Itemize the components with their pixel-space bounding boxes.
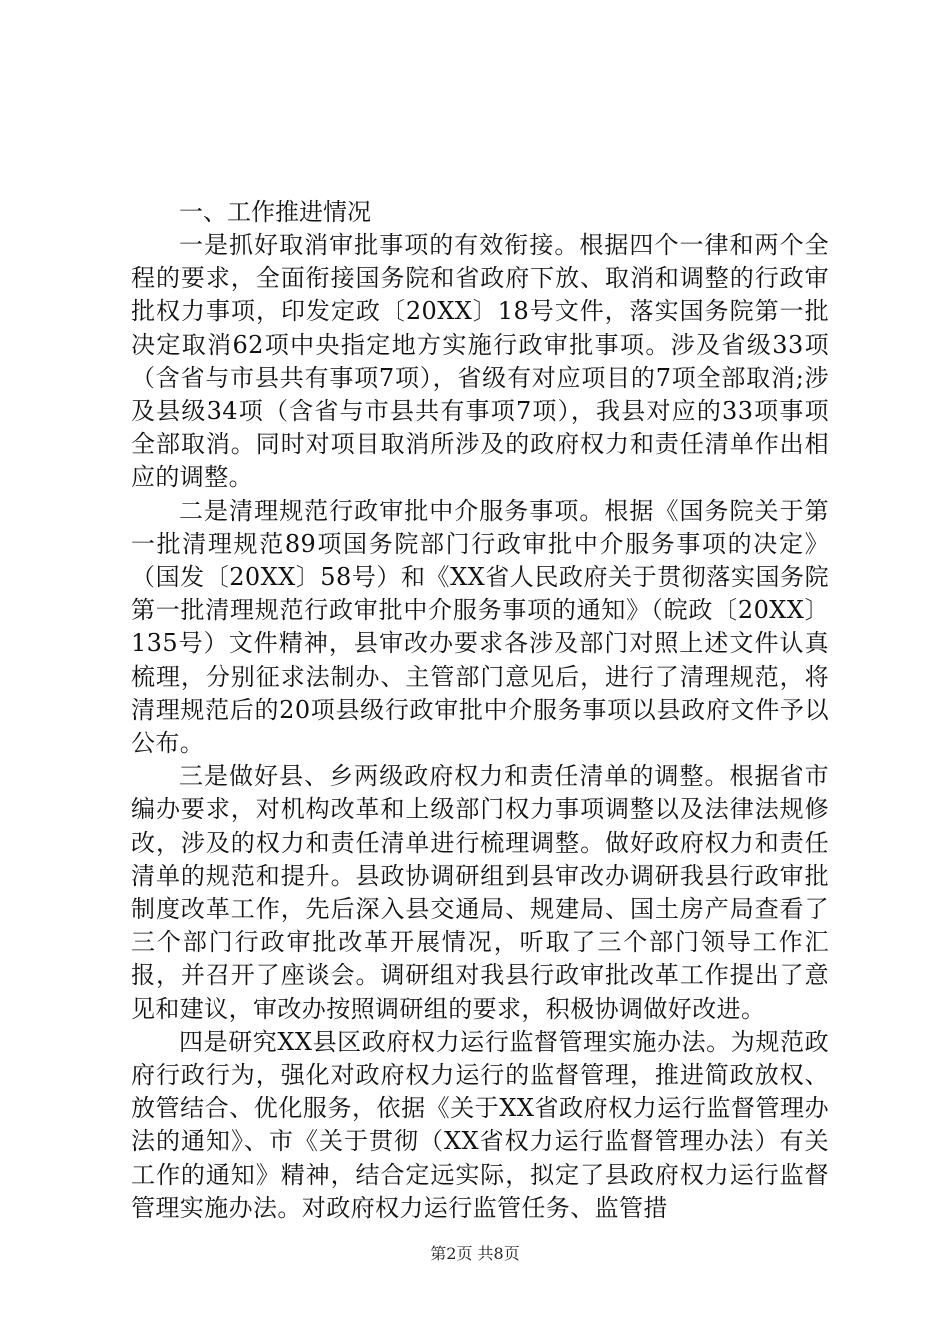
document-body [131, 196, 829, 1225]
page-footer: 第2页 共8页 [430, 1244, 520, 1263]
paragraph-2: 二是清理规范行政审批中介服务事项。根据《国务院关于第一批清理规范89项国务院部门行政审批中介服务事项的决定》（国发〔20XX〕58号）和《XX省人民政府关于贯彻落实国务院第一批清理规范行政审批中介服务事项的通知》（皖政〔20XX〕135号）文件精神，县审改办要求各涉及部门对照上述文件认真梳理，分别征求法制办、主管部门意见后，进行了清理规范，将清理规范后的20项县级行政审批中介服务事项以县政府文件予以公布。 [131, 496, 829, 758]
paragraph-4: 四是研究XX县区政府权力运行监督管理实施办法。为规范政府行政行为，强化对政府权力运行的监督管理，推进简政放权、放管结合、优化服务，依据《关于XX省政府权力运行监督管理办法的通知》、市《关于贯彻（XX省权力运行监督管理办法）有关工作的通知》精神，结合定远实际，拟定了县政府权力运行监督管理实施办法。对政府权力运行监管任务、监管措 [131, 1027, 829, 1222]
paragraph-3: 三是做好县、乡两级政府权力和责任清单的调整。根据省市编办要求，对机构改革和上级部门权力事项调整以及法律法规修改，涉及的权力和责任清单进行梳理调整。做好政府权力和责任清单的规范和提升。县政协调研组到县审改办调研我县行政审批制度改革工作，先后深入县交通局、规建局、国土房产局查看了三个部门行政审批改革开展情况，听取了三个部门领导工作汇报，并召开了座谈会。调研组对我县行政审批改革工作提出了意见和建议，审改办按照调研组的要求，积极协调做好改进。 [131, 762, 829, 1023]
section-heading: 一、工作推进情况 [179, 198, 371, 226]
paragraph-1: 一是抓好取消审批事项的有效衔接。根据四个一律和两个全程的要求，全面衔接国务院和省政府下放、取消和调整的行政审批权力事项，印发定政〔20XX〕18号文件，落实国务院第一批决定取消62项中央指定地方实施行政审批事项。涉及省级33项（含省与市县共有事项7项），省级有对应项目的7项全部取消;涉及县级34项（含省与市县共有事项7项），我县对应的33项事项全部取消。同时对项目取消所涉及的政府权力和责任清单作出相应的调整。 [131, 231, 829, 492]
